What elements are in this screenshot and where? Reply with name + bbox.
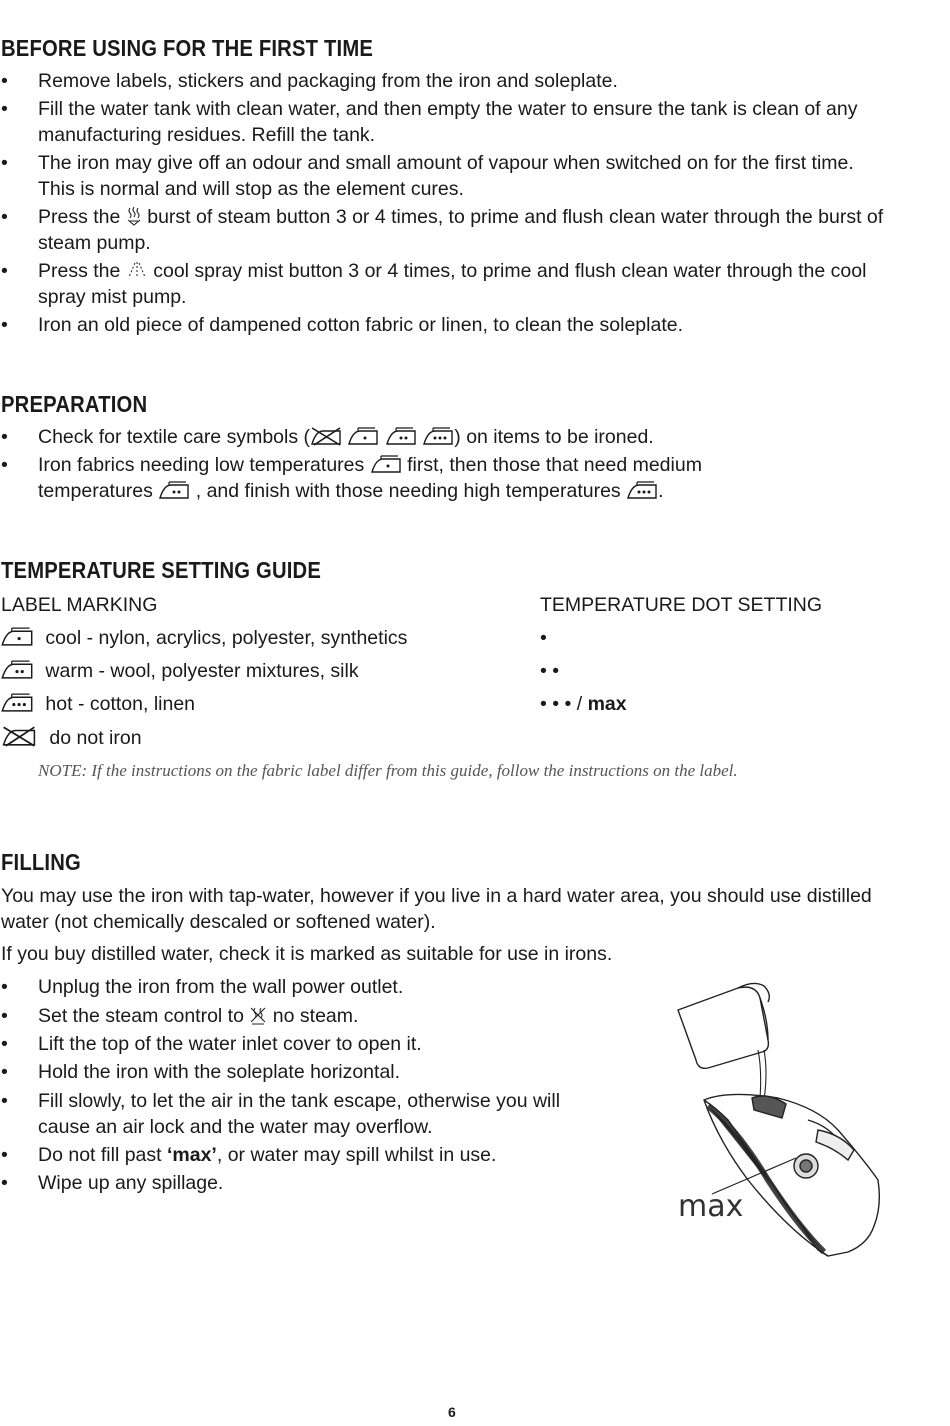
iron-one-dot-icon [347, 426, 379, 446]
list-item: • Hold the iron with the soleplate horizontal. [1, 1061, 401, 1083]
paragraph: If you buy distilled water, check it is marked as suitable for use in irons. [1, 943, 613, 965]
heading-filling: FILLING [1, 849, 81, 875]
no-steam-icon [249, 1005, 267, 1025]
column-header-dot-setting: TEMPERATURE DOT SETTING [540, 594, 823, 616]
list-item: • Set the steam control to no steam. [1, 1005, 359, 1027]
list-item: • Iron an old piece of dampened cotton fabric or linen, to clean the soleplate. [1, 314, 684, 336]
table-row: hot - cotton, linen [0, 692, 195, 717]
heading-first-time: BEFORE USING FOR THE FIRST TIME [1, 35, 374, 61]
table-row: cool - nylon, acrylics, polyester, synthetics [0, 626, 407, 651]
list-item: • Do not fill past ‘max’, or water may spill whilst in use. [1, 1144, 497, 1166]
max-label: max [678, 1189, 744, 1224]
dot-setting: • • [540, 660, 560, 682]
iron-filling-drawing [668, 980, 888, 1265]
list-item: • Fill slowly, to let the air in the tank escape, otherwise you will cause an air lock and the water may overflow. [1, 1090, 561, 1138]
iron-three-dot-icon [422, 426, 454, 446]
list-item: • The iron may give off an odour and small amount of vapour when switched on for the first time. This is normal and will stop as the element cures. [1, 152, 854, 200]
table-row: do not iron [0, 725, 142, 751]
filling-illustration [668, 980, 888, 1270]
iron-one-dot-icon [370, 454, 402, 474]
iron-two-dot-icon [0, 659, 34, 680]
iron-three-dot-icon [626, 480, 658, 500]
iron-two-dot-icon [385, 426, 417, 446]
iron-three-dot-icon [0, 692, 34, 713]
column-header-label-marking: LABEL MARKING [1, 594, 158, 616]
page-number: 6 [448, 1404, 456, 1420]
spray-mist-icon [126, 260, 148, 280]
list-item: • Lift the top of the water inlet cover to open it. [1, 1033, 422, 1055]
list-item: • Press the cool spray mist button 3 or 4 times, to prime and flush clean water through the cool spray mist pump. [1, 260, 867, 308]
burst-steam-icon [126, 206, 142, 226]
note-text: NOTE: If the instructions on the fabric label differ from this guide, follow the instructions on the label. [38, 761, 738, 780]
do-not-iron-icon [0, 725, 38, 747]
paragraph: You may use the iron with tap-water, however if you live in a hard water area, you should use distilled water (not chemically descaled or softened water). [1, 885, 872, 933]
list-item: • Unplug the iron from the wall power outlet. [1, 976, 404, 998]
do-not-iron-icon [310, 426, 342, 446]
iron-two-dot-icon [158, 480, 190, 500]
dot-setting: • • • / max [540, 693, 627, 715]
list-item: • Press the burst of steam button 3 or 4 times, to prime and flush clean water through the burst of steam pump. [1, 206, 884, 254]
list-item: • Wipe up any spillage. [1, 1172, 224, 1194]
dot-setting: • [540, 627, 547, 649]
list-item: • Iron fabrics needing low temperatures first, then those that need medium temperatures , and finish with those needing high temperatures . [1, 454, 702, 502]
list-item: • Check for textile care symbols ( ) on items to be ironed. [1, 426, 654, 448]
heading-temperature-guide: TEMPERATURE SETTING GUIDE [1, 557, 322, 583]
heading-preparation: PREPARATION [1, 391, 148, 417]
table-row: warm - wool, polyester mixtures, silk [0, 659, 359, 684]
list-item: • Remove labels, stickers and packaging from the iron and soleplate. [1, 70, 618, 92]
iron-one-dot-icon [0, 626, 34, 647]
list-item: • Fill the water tank with clean water, and then empty the water to ensure the tank is clean of any manufacturing residues. Refill the tank. [1, 98, 858, 146]
